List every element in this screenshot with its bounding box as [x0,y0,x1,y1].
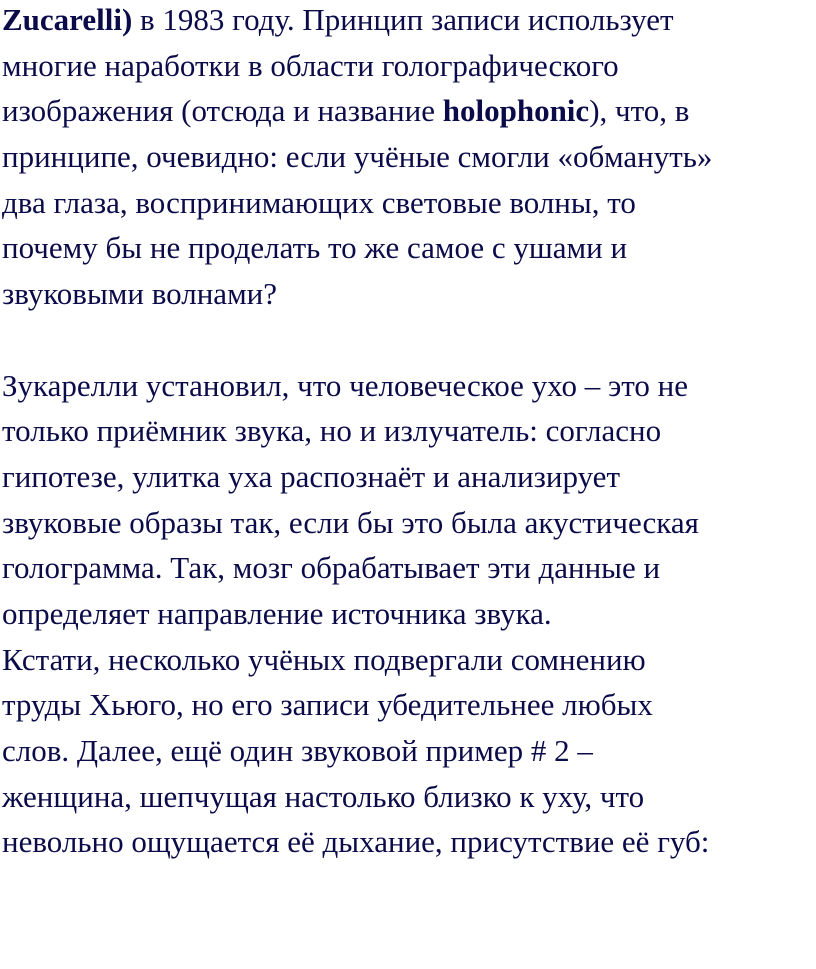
text-line: гипотезе, улитка уха распознаёт и анализирует [2,458,620,494]
paragraph-spacer [2,317,808,363]
text-line [2,0,808,43]
text-line: только приёмник звука, но и излучатель: согласно [2,413,662,449]
text-fragment: ), что, в [589,93,690,129]
text-line: звуковыми волнами? [2,276,278,312]
bold-name-zucarelli: Zucarelli) [2,2,133,37]
text-line: почему бы не проделать то же самое с ушами и [2,230,628,266]
paragraph-holophonic-intro [2,0,808,317]
text-line: многие наработки в области голографического [2,47,619,83]
bold-term-holophonic: holophonic [442,93,590,129]
text-line [2,88,808,134]
text-line: голограмма. Так, мозг обрабатывает эти данные и [2,550,661,586]
text-fragment: в 1983 году. Принцип записи использует [132,2,674,37]
paragraph-ear-hypothesis [2,363,808,637]
text-line: принципе, очевидно: если учёные смогли «обмануть» [2,139,713,175]
text-line: женщина, шепчущая настолько близко к уху, что [2,778,645,814]
text-line: звуковые образы так, если бы это была акустическая [2,504,699,540]
text-fragment: изображения (отсюда и название [2,93,443,129]
text-line: определяет направление источника звука. [2,595,552,631]
paragraph-sound-example [2,637,808,865]
text-line: невольно ощущается её дыхание, присутствие её губ: [2,824,710,860]
text-line: Зукарелли установил, что человеческое ухо – это не [2,367,689,403]
text-line: два глаза, воспринимающих световые волны, то [2,184,636,220]
text-line: Кстати, несколько учёных подвергали сомнению [2,641,646,677]
text-line: труды Хьюго, но его записи убедительнее любых [2,687,653,723]
text-line: слов. Далее, ещё один звуковой пример # 2 – [2,733,593,768]
